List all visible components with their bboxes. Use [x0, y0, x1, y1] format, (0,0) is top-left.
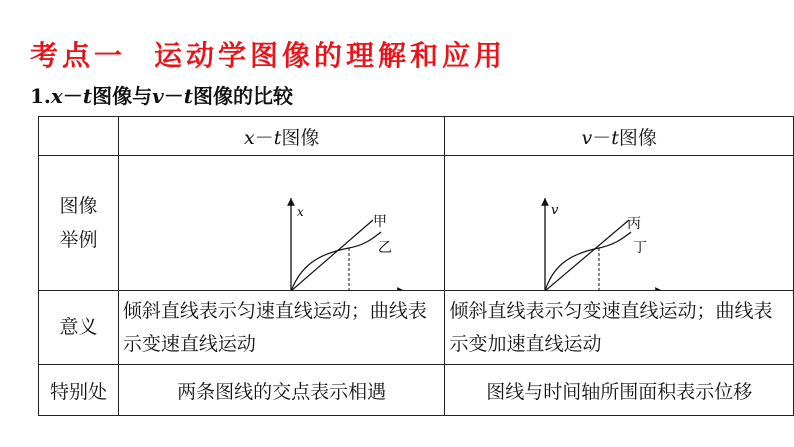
corner-cell — [39, 117, 119, 156]
header-dash: － — [592, 126, 612, 149]
vt-graph-cell — [445, 156, 794, 291]
header-var: x — [243, 126, 255, 149]
special-label: 特别处 — [39, 365, 119, 416]
straight-line — [291, 220, 373, 290]
subtitle — [30, 80, 293, 109]
xt-graph — [119, 156, 437, 290]
meaning-label: 意义 — [39, 291, 119, 365]
example-row — [39, 156, 794, 291]
special-xt: 两条图线的交点表示相遇 — [118, 365, 445, 416]
header-label: 图像 — [281, 126, 320, 149]
title-part2: 运动学图像的理解和应用 — [154, 39, 507, 72]
special-vt: 图线与时间轴所围面积表示位移 — [445, 365, 794, 416]
subtitle-t: t — [183, 84, 193, 108]
header-dash: － — [254, 126, 274, 149]
subtitle-dash: － — [163, 84, 184, 108]
subtitle-v: v — [152, 84, 164, 108]
subtitle-x: x — [50, 84, 63, 108]
straight-line — [545, 220, 629, 290]
curve-line — [545, 232, 631, 290]
subtitle-dash: － — [62, 84, 83, 108]
header-t: t — [273, 126, 282, 149]
y-axis-label: v — [551, 203, 559, 218]
vt-graph — [445, 156, 785, 290]
section-title — [30, 34, 506, 74]
header-label: 图像 — [618, 126, 657, 149]
meaning-vt: 倾斜直线表示匀变速直线运动；曲线表示变加速直线运动 — [445, 291, 794, 365]
header-vt — [445, 117, 794, 156]
header-t: t — [611, 126, 619, 149]
curve-label-yi: 乙 — [377, 240, 392, 256]
curve-line — [291, 232, 381, 290]
curve-label-ding: 丁 — [633, 240, 648, 256]
special-row — [39, 365, 794, 416]
example-label-line2: 举例 — [59, 229, 98, 251]
meaning-row — [39, 291, 794, 365]
header-xt — [118, 117, 445, 156]
subtitle-t: t — [82, 84, 93, 108]
line-label-jia: 甲 — [372, 214, 387, 230]
subtitle-number: 1. — [30, 84, 51, 108]
title-part1: 考点一 — [30, 39, 127, 72]
header-var: v — [581, 126, 593, 149]
example-label — [39, 156, 119, 291]
subtitle-suffix: 图像的比较 — [192, 84, 293, 108]
example-label-line1: 图像 — [59, 195, 98, 217]
meaning-xt: 倾斜直线表示匀速直线运动；曲线表示变速直线运动 — [118, 291, 445, 365]
line-label-bing: 丙 — [627, 216, 642, 232]
xt-graph-cell — [118, 156, 445, 291]
subtitle-mid: 图像与 — [92, 84, 153, 108]
y-axis-label: x — [296, 205, 304, 219]
header-row — [39, 117, 794, 156]
comparison-table — [38, 116, 794, 416]
